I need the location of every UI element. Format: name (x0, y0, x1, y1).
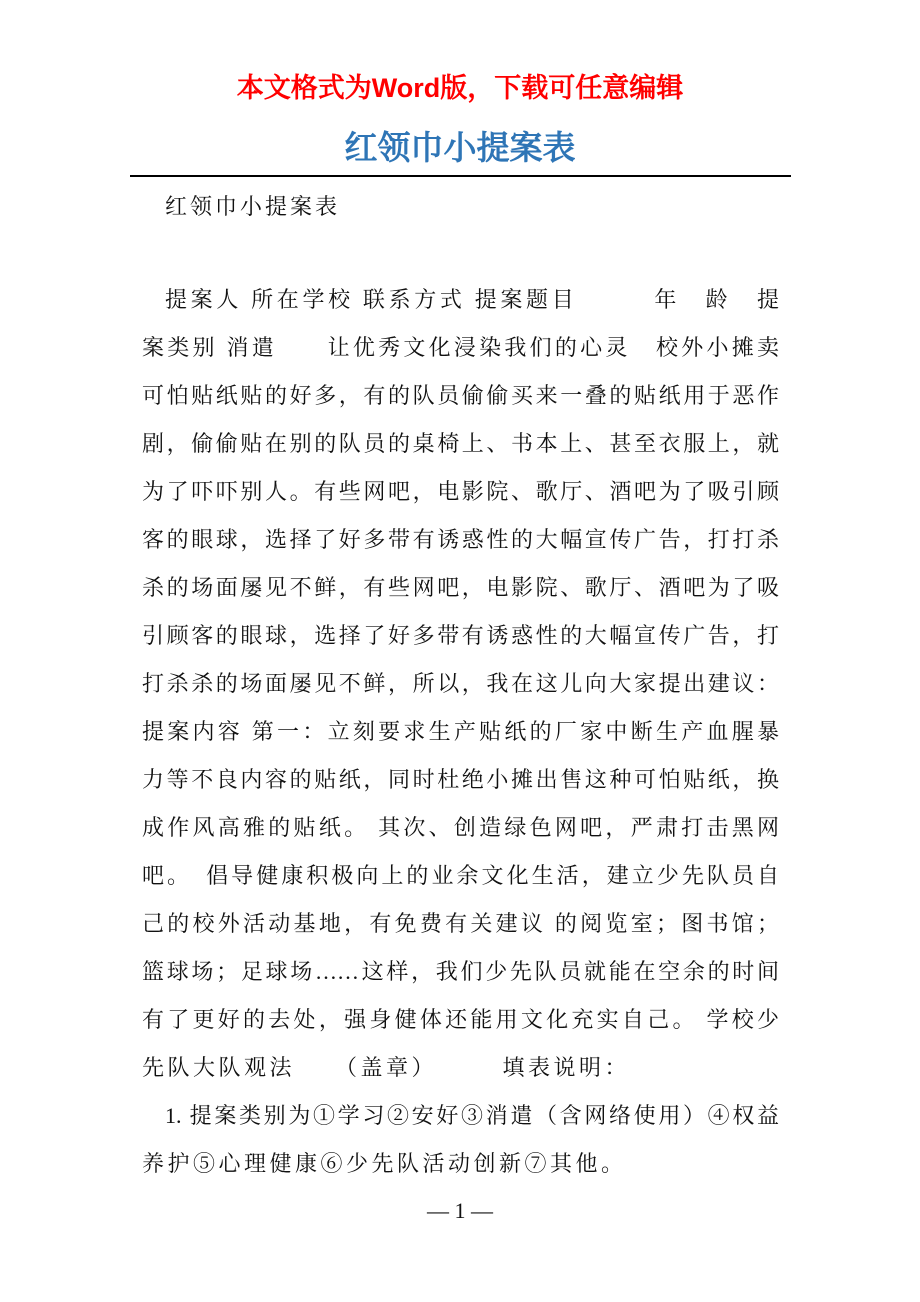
download-banner: 本文格式为Word版，下载可任意编辑 (236, 73, 684, 103)
text-line: 己的校外活动基地，有免费有关建议 的阅览室；图书馆； (142, 911, 779, 936)
text-line: 1. 提案类别为①学习②安好③消遣（含网络使用）④权益 (165, 1103, 779, 1128)
text-line: 可怕贴纸贴的好多，有的队员偷偷买来一叠的贴纸用于恶作 (142, 383, 779, 408)
document-subtitle: 红领巾小提案表 (165, 194, 341, 219)
text-line: 剧，偷偷贴在别的队员的桌椅上、书本上、甚至衣服上，就 (142, 431, 779, 456)
text-line: 案类别 消遣 让优秀文化浸染我们的心灵 校外小摊卖 (142, 335, 779, 360)
text-line: 成作风高雅的贴纸。 其次、创造绿色网吧，严肃打击黑网 (142, 815, 779, 840)
text-line: 提案内容 第一：立刻要求生产贴纸的厂家中断生产血腥暴 (142, 719, 779, 744)
header-divider (130, 175, 791, 177)
text-line: 客的眼球，选择了好多带有诱惑性的大幅宣传广告，打打杀 (142, 527, 779, 552)
text-line: 杀的场面屡见不鲜，有些网吧，电影院、歌厅、酒吧为了吸 (142, 575, 779, 600)
document-body (142, 284, 779, 1196)
text-line: 力等不良内容的贴纸，同时杜绝小摊出售这种可怕贴纸，换 (142, 767, 779, 792)
text-line: 为了吓吓别人。有些网吧，电影院、歌厅、酒吧为了吸引顾 (142, 479, 779, 504)
page-number: — 1 — (427, 1198, 493, 1223)
text-line: 先队大队观法 （盖章） 填表说明： (142, 1055, 631, 1080)
text-line: 有了更好的去处，强身健体还能用文化充实自己。 学校少 (142, 1007, 779, 1032)
text-line: 养护⑤心理健康⑥少先队活动创新⑦其他。 (142, 1151, 627, 1176)
text-line: 吧。 倡导健康积极向上的业余文化生活，建立少先队员自 (142, 863, 779, 888)
text-line: 篮球场；足球场……这样，我们少先队员就能在空余的时间 (142, 959, 779, 984)
text-line: 打杀杀的场面屡见不鲜，所以，我在这儿向大家提出建议： (142, 671, 779, 696)
document-title: 红领巾小提案表 (344, 129, 576, 166)
text-line: 引顾客的眼球，选择了好多带有诱惑性的大幅宣传广告，打 (142, 623, 779, 648)
text-line: 提案人 所在学校 联系方式 提案题目 年 龄 提 (165, 287, 779, 312)
